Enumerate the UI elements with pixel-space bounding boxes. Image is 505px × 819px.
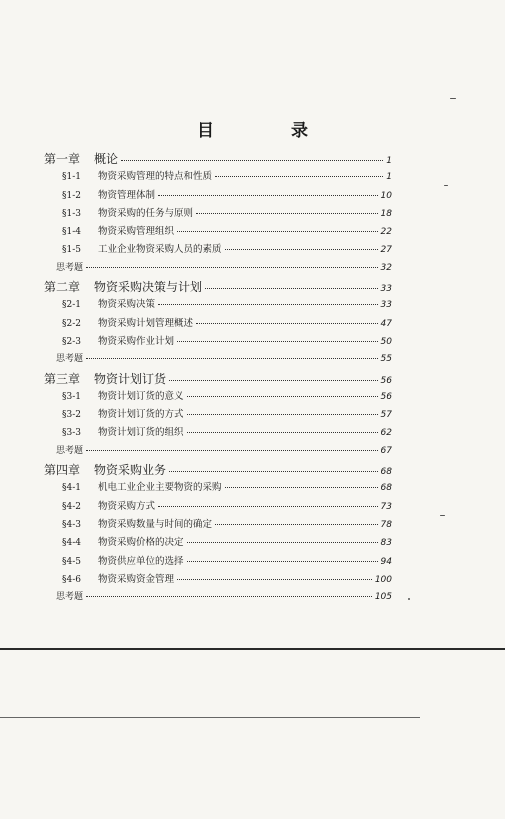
toc-number: §4-1: [62, 483, 81, 494]
toc-number: §3-3: [62, 428, 81, 439]
toc-label: 物资计划订货: [94, 371, 167, 386]
toc-page-number: 1: [386, 172, 392, 183]
toc-section-row: [44, 296, 392, 314]
toc-page-number: 33: [380, 300, 392, 311]
dot-leader: [158, 506, 378, 507]
dot-leader: [158, 304, 378, 305]
dot-leader: [215, 176, 383, 177]
toc-label: 物资管理体制: [98, 189, 156, 201]
toc-page-number: 83: [380, 538, 392, 549]
toc-label: 物资采购管理组织: [98, 226, 175, 238]
toc-label: 物资计划订货的方式: [98, 409, 184, 421]
toc-section-row: [44, 223, 392, 241]
dot-leader: [169, 380, 378, 381]
toc-number: §4-3: [62, 519, 81, 530]
dot-leader: [86, 358, 378, 359]
dot-leader: [187, 396, 378, 397]
toc-section-row: [44, 333, 392, 351]
toc-label: 物资采购业务: [94, 463, 167, 478]
dot-leader: [225, 249, 378, 250]
toc-label: 工业企业物资采购人员的素质: [98, 244, 222, 256]
toc-section-row: [44, 205, 392, 223]
toc-label: 机电工业企业主要物资的采购: [98, 482, 222, 494]
toc-number: §2-1: [62, 300, 81, 311]
toc-number: 第三章: [44, 371, 81, 386]
dot-leader: [187, 542, 378, 543]
toc-page-number: 67: [380, 445, 392, 456]
dot-leader: [86, 450, 378, 451]
toc-page-number: 32: [380, 262, 392, 273]
toc-label: 物资计划订货的意义: [98, 390, 184, 402]
toc-number: 第二章: [44, 280, 81, 295]
toc-section-row: [44, 534, 392, 552]
toc-number: §3-2: [62, 410, 81, 421]
toc-page-number: 47: [380, 318, 392, 329]
toc-page-number: 27: [380, 245, 392, 256]
scan-speck: [440, 515, 445, 516]
toc-label: 物资供应单位的选择: [98, 555, 184, 567]
toc-label: 物资采购资金管理: [98, 573, 175, 585]
toc-page-number: 22: [380, 227, 392, 238]
scan-speck: [408, 598, 410, 600]
toc-quiz-row: [44, 260, 392, 278]
toc-page-number: 56: [380, 391, 392, 402]
toc-number: §1-4: [62, 227, 81, 238]
dot-leader: [187, 414, 378, 415]
toc-page-number: 68: [380, 483, 392, 494]
dot-leader: [187, 432, 378, 433]
toc-section-row: [44, 553, 392, 571]
toc-number: 第四章: [44, 463, 81, 478]
toc-quiz-row: [44, 443, 392, 461]
toc-number: §4-4: [62, 538, 81, 549]
toc-section-row: [44, 498, 392, 516]
toc-number: §4-5: [62, 556, 81, 567]
toc-section-row: [44, 168, 392, 186]
toc-label: 物资采购方式: [98, 500, 156, 512]
toc-label: 物资采购的任务与原则: [98, 207, 194, 219]
toc-section-row: [44, 406, 392, 424]
toc-chapter-row: [44, 150, 392, 168]
toc-label: 物资采购计划管理概述: [98, 317, 194, 329]
toc-label: 思考题: [56, 354, 84, 365]
toc-number: §1-5: [62, 245, 81, 256]
toc-page-number: 1: [386, 156, 392, 166]
toc-label: 物资采购决策与计划: [94, 280, 203, 295]
toc-label: 物资采购管理的特点和性质: [98, 171, 213, 183]
toc-page-number: 78: [380, 519, 392, 530]
toc-label: 物资采购数量与时间的确定: [98, 518, 213, 530]
dot-leader: [225, 487, 378, 488]
dot-leader: [158, 195, 378, 196]
toc-page-number: 10: [380, 190, 392, 201]
toc-section-row: [44, 516, 392, 534]
toc-page-number: 62: [380, 428, 392, 439]
scan-speck: [450, 98, 456, 99]
dot-leader: [177, 231, 378, 232]
toc-quiz-row: [44, 351, 392, 369]
scan-rule-top: [0, 648, 505, 650]
dot-leader: [169, 471, 378, 472]
dot-leader: [215, 524, 378, 525]
toc-page-number: 56: [380, 375, 392, 386]
toc-label: 思考题: [56, 262, 84, 273]
toc-section-row: [44, 571, 392, 589]
toc-quiz-row: [44, 589, 392, 607]
dot-leader: [177, 341, 378, 342]
toc-number: §1-1: [62, 172, 81, 183]
toc-page-number: 18: [380, 208, 392, 219]
toc-label: 思考题: [56, 445, 84, 456]
toc-label: 物资采购决策: [98, 299, 156, 311]
table-of-contents: [44, 150, 392, 607]
toc-chapter-row: [44, 278, 392, 296]
page-title: 目 录: [197, 121, 338, 141]
toc-label: 概论: [94, 152, 119, 166]
toc-section-row: [44, 388, 392, 406]
toc-section-row: [44, 424, 392, 442]
toc-page-number: 94: [380, 556, 392, 567]
scan-speck: [444, 185, 448, 186]
toc-number: 第一章: [44, 152, 81, 166]
dot-leader: [205, 288, 378, 289]
scan-rule-bottom: [0, 717, 420, 718]
toc-label: 物资采购价格的决定: [98, 537, 184, 549]
toc-page-number: 55: [380, 354, 392, 365]
toc-page-number: 50: [380, 336, 392, 347]
toc-section-row: [44, 315, 392, 333]
toc-page-number: 33: [380, 284, 392, 295]
toc-number: §4-2: [62, 501, 81, 512]
dot-leader: [86, 267, 378, 268]
toc-number: §3-1: [62, 391, 81, 402]
toc-label: 物资采购作业计划: [98, 335, 175, 347]
toc-chapter-row: [44, 370, 392, 388]
dot-leader: [196, 213, 378, 214]
toc-number: §2-3: [62, 336, 81, 347]
toc-number: §2-2: [62, 318, 81, 329]
toc-section-row: [44, 241, 392, 259]
dot-leader: [86, 596, 372, 597]
toc-label: 思考题: [56, 592, 84, 603]
toc-label: 物资计划订货的组织: [98, 427, 184, 439]
toc-number: §4-6: [62, 574, 81, 585]
toc-page-number: 73: [380, 501, 392, 512]
toc-page-number: 57: [380, 410, 392, 421]
toc-chapter-row: [44, 461, 392, 479]
dot-leader: [177, 579, 372, 580]
toc-page-number: 105: [374, 592, 392, 603]
dot-leader: [196, 323, 378, 324]
toc-page-number: 68: [380, 467, 392, 478]
dot-leader: [187, 561, 378, 562]
toc-page-number: 100: [374, 574, 392, 585]
dot-leader: [121, 160, 383, 161]
toc-number: §1-2: [62, 190, 81, 201]
toc-section-row: [44, 187, 392, 205]
toc-section-row: [44, 479, 392, 497]
toc-number: §1-3: [62, 208, 81, 219]
